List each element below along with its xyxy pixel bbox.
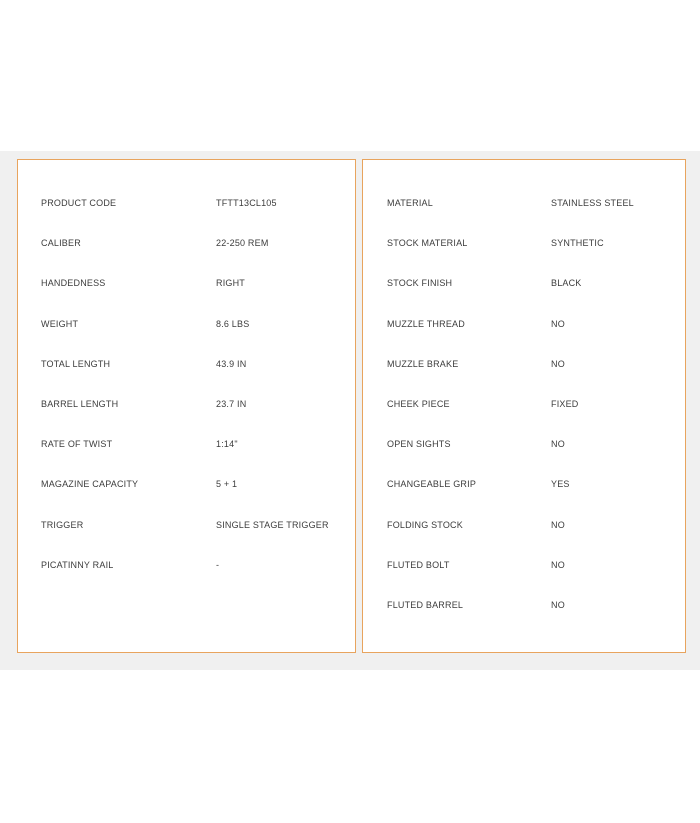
spec-row-handedness xyxy=(18,277,355,317)
spec-row-weight xyxy=(18,318,355,358)
spec-label: STOCK MATERIAL xyxy=(387,238,468,249)
spec-label: TRIGGER xyxy=(41,519,84,530)
spec-label: HANDEDNESS xyxy=(41,278,106,289)
spec-value: BLACK xyxy=(551,278,582,289)
specs-table-right xyxy=(362,159,686,653)
spec-row-barrel-length xyxy=(18,398,355,438)
specs-list-left xyxy=(18,197,355,599)
spec-label: MUZZLE THREAD xyxy=(387,318,465,329)
spec-label: MAGAZINE CAPACITY xyxy=(41,479,139,490)
spec-row-total-length xyxy=(18,358,355,398)
spec-value: TFTT13CL105 xyxy=(216,198,277,208)
spec-label: OPEN SIGHTS xyxy=(387,439,451,450)
spec-value: NO xyxy=(551,599,565,610)
spec-label: MUZZLE BRAKE xyxy=(387,358,459,369)
spec-value: NO xyxy=(551,519,565,530)
spec-label: CHEEK PIECE xyxy=(387,398,450,409)
spec-value: 8.6 LBS xyxy=(216,318,250,329)
spec-row-muzzle-thread xyxy=(363,318,685,358)
spec-label: FLUTED BARREL xyxy=(387,599,464,610)
spec-row-open-sights xyxy=(363,438,685,478)
spec-value: - xyxy=(216,559,220,570)
spec-label: STOCK FINISH xyxy=(387,278,453,289)
spec-label: CHANGEABLE GRIP xyxy=(387,479,477,490)
spec-row-trigger xyxy=(18,519,355,559)
spec-row-magazine-capacity xyxy=(18,478,355,518)
specs-list-right xyxy=(363,197,685,639)
spec-value: 5 + 1 xyxy=(216,479,238,490)
spec-row-caliber xyxy=(18,237,355,277)
spec-row-changeable-grip xyxy=(363,478,685,518)
spec-value: YES xyxy=(551,479,570,490)
spec-label: MATERIAL xyxy=(387,198,433,208)
spec-row-fluted-barrel xyxy=(363,599,685,639)
spec-label: FOLDING STOCK xyxy=(387,519,463,530)
spec-value: 22-250 REM xyxy=(216,238,269,249)
spec-value: 23.7 IN xyxy=(216,398,247,409)
spec-label: CALIBER xyxy=(41,238,81,249)
spec-row-cheek-piece xyxy=(363,398,685,438)
spec-value: 1:14" xyxy=(216,439,238,450)
spec-row-picatinny-rail xyxy=(18,559,355,599)
spec-row-folding-stock xyxy=(363,519,685,559)
spec-label: TOTAL LENGTH xyxy=(41,358,111,369)
spec-row-material xyxy=(363,197,685,237)
spec-label: PRODUCT CODE xyxy=(41,198,117,208)
spec-value: SINGLE STAGE TRIGGER xyxy=(216,519,329,530)
spec-value: SYNTHETIC xyxy=(551,238,604,249)
spec-value: NO xyxy=(551,318,565,329)
spec-row-fluted-bolt xyxy=(363,559,685,599)
spec-row-stock-finish xyxy=(363,277,685,317)
spec-value: STAINLESS STEEL xyxy=(551,198,634,208)
spec-row-product-code xyxy=(18,197,355,237)
specs-table-left xyxy=(17,159,356,653)
spec-value: RIGHT xyxy=(216,278,245,289)
spec-value: 43.9 IN xyxy=(216,358,247,369)
spec-value: NO xyxy=(551,439,565,450)
spec-label: RATE OF TWIST xyxy=(41,439,113,450)
spec-label: BARREL LENGTH xyxy=(41,398,119,409)
spec-row-muzzle-brake xyxy=(363,358,685,398)
spec-value: NO xyxy=(551,358,565,369)
spec-row-stock-material xyxy=(363,237,685,277)
spec-label: WEIGHT xyxy=(41,318,79,329)
spec-row-rate-of-twist xyxy=(18,438,355,478)
spec-value: FIXED xyxy=(551,398,579,409)
spec-label: PICATINNY RAIL xyxy=(41,559,114,570)
spec-value: NO xyxy=(551,559,565,570)
spec-label: FLUTED BOLT xyxy=(387,559,450,570)
